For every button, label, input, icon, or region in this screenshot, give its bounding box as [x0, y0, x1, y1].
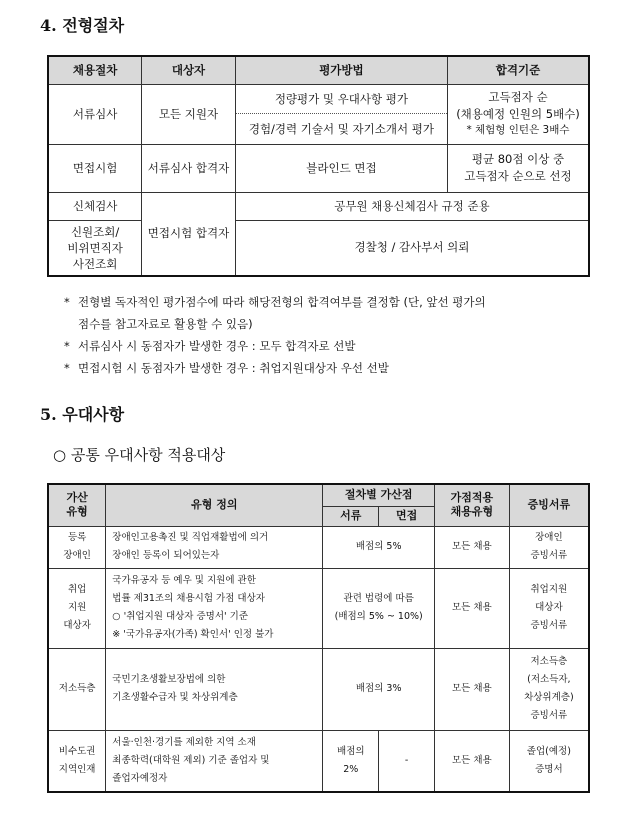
- cell-line: (저소득자,: [527, 673, 571, 685]
- cell-line: 2%: [343, 763, 359, 775]
- note-text: 면접시험 시 동점자가 발생한 경우 : 취업지원대상자 우선 선발: [78, 361, 389, 375]
- note-text: 서류심사 시 동점자가 발생한 경우 : 모두 합격자로 선발: [78, 339, 356, 353]
- col-header-stage: 채용절차: [48, 56, 142, 84]
- cell-line: 취업지원: [530, 583, 568, 595]
- points-cell: 배점의 5%: [323, 526, 435, 568]
- definition-cell: [106, 730, 323, 792]
- cell-line: 증빙서류: [530, 620, 568, 632]
- cell-line: 최종학력(대학원 제외) 기준 졸업자 및: [112, 754, 270, 766]
- type-cell: [48, 568, 106, 648]
- cell-line: 증빙서류: [530, 550, 568, 561]
- note-bullet: *: [64, 339, 70, 353]
- cell-line: 비수도권: [58, 745, 96, 757]
- preference-table: [47, 483, 590, 793]
- header-line: 채용유형: [450, 505, 494, 519]
- stage-doc: 서류심사: [48, 84, 142, 144]
- note-bullet: *: [64, 295, 70, 309]
- target-doc: 모든 지원자: [142, 84, 236, 144]
- cell-line: 증빙서류: [530, 710, 568, 722]
- points-doc-cell: [323, 730, 379, 792]
- criteria-interview: [447, 144, 589, 192]
- table-row: [48, 730, 589, 792]
- cell-line: 졸업자예정자: [112, 772, 168, 784]
- table-row: [48, 648, 589, 730]
- method-physical: 공무원 채용신체검사 규정 준용: [235, 192, 589, 220]
- stage-line: 신원조회/: [70, 224, 120, 239]
- col-header-applied: [435, 484, 510, 526]
- col-header-definition: 유형 정의: [106, 484, 323, 526]
- proof-cell: [509, 730, 589, 792]
- table-header-row: [48, 484, 589, 506]
- col-header-method: 평가방법: [235, 56, 447, 84]
- cell-line: ※ '국가유공자(가족) 확인서' 인정 불가: [112, 629, 274, 641]
- table-row: [48, 144, 589, 192]
- proof-cell: [509, 648, 589, 730]
- cell-line: 지역인재: [58, 763, 96, 775]
- table-row: [48, 192, 589, 220]
- points-interview-cell: -: [379, 730, 435, 792]
- definition-cell: [106, 568, 323, 648]
- applied-cell: 모든 채용: [435, 648, 510, 730]
- criteria-line: 평균 80점 이상 중: [471, 152, 565, 167]
- col-header-points: 절차별 가산점: [323, 484, 435, 506]
- stage-interview: 면접시험: [48, 144, 142, 192]
- table-row: [48, 84, 589, 144]
- criteria-doc-line: 고득점자 순: [488, 89, 548, 104]
- cell-line: 취업: [67, 583, 87, 595]
- type-cell: [48, 730, 106, 792]
- criteria-line: 고득점자 순으로 선정: [464, 169, 572, 183]
- cell-line: 기초생활수급자 및 차상위계층: [112, 692, 238, 703]
- cell-line: 졸업(예정): [526, 745, 571, 757]
- header-line: 가산: [66, 490, 88, 504]
- stage-background: [48, 220, 142, 276]
- criteria-doc: [447, 84, 589, 144]
- cell-line: 장애인: [535, 531, 563, 543]
- selection-process-table: [47, 55, 590, 277]
- method-doc-1: 정량평가 및 우대사항 평가: [236, 85, 447, 114]
- applied-cell: 모든 채용: [435, 526, 510, 568]
- cell-line: ○ '취업지원 대상자 증명서' 기준: [112, 611, 249, 622]
- note-item: [64, 357, 486, 379]
- method-interview: 블라인드 면접: [235, 144, 447, 192]
- cell-line: 대상자: [63, 620, 91, 632]
- cell-line: 대상자: [535, 601, 563, 613]
- points-cell: [323, 568, 435, 648]
- cell-line: 장애인고용촉진 및 직업재활법에 의거: [112, 531, 269, 543]
- cell-line: 법률 제31조의 채용시험 가점 대상자: [112, 592, 265, 604]
- definition-cell: [106, 526, 323, 568]
- cell-line: 차상위계층): [524, 692, 574, 703]
- note-text: 전형별 독자적인 평가점수에 따라 해당전형의 합격여부를 결정함 (단, 앞선 평가의: [78, 295, 486, 309]
- note-item: [64, 335, 486, 357]
- method-doc: [235, 84, 447, 144]
- cell-line: 등록: [67, 531, 87, 543]
- section4-title: 4. 전형절차: [40, 16, 125, 35]
- table-row: [48, 526, 589, 568]
- cell-line: 배점의: [337, 745, 365, 757]
- header-line: 유형: [66, 505, 88, 519]
- cell-line: 증명서: [535, 763, 563, 775]
- col-header-doc: 서류: [323, 506, 379, 526]
- col-header-proof: 증빙서류: [509, 484, 589, 526]
- cell-line: 국가유공자 등 예우 및 지원에 관한: [112, 574, 256, 586]
- col-header-type: [48, 484, 106, 526]
- method-doc-2: 경험/경력 기술서 및 자기소개서 평가: [248, 121, 434, 136]
- header-line: 가점적용: [450, 490, 494, 504]
- table-row: [48, 220, 589, 276]
- note-item: [64, 291, 486, 313]
- proof-cell: [509, 526, 589, 568]
- col-header-criteria: 합격기준: [447, 56, 589, 84]
- stage-physical: 신체검사: [48, 192, 142, 220]
- cell-line: 국민기초생활보장법에 의한: [112, 673, 226, 685]
- table-row: [48, 568, 589, 648]
- proof-cell: [509, 568, 589, 648]
- definition-cell: [106, 648, 323, 730]
- type-cell: 저소득층: [48, 648, 106, 730]
- cell-line: 서울·인천·경기를 제외한 지역 소재: [112, 736, 256, 748]
- type-cell: [48, 526, 106, 568]
- section5-subtitle: ○ 공통 우대사항 적용대상: [53, 446, 226, 464]
- target-interview: 서류심사 합격자: [142, 144, 236, 192]
- target-shared: 면접시험 합격자: [142, 192, 236, 276]
- criteria-doc-line: (채용예정 인원의 5배수): [456, 107, 580, 122]
- note-continuation: 점수를 참고자료로 활용할 수 있음): [78, 317, 253, 331]
- col-header-interview: 면접: [379, 506, 435, 526]
- section5-title: 5. 우대사항: [40, 405, 125, 424]
- method-background: 경찰청 / 감사부서 의뢰: [235, 220, 589, 276]
- cell-line: (배점의 5% ~ 10%): [334, 611, 423, 622]
- stage-line: 비위면직자: [67, 240, 123, 255]
- table-header-row: [48, 56, 589, 84]
- cell-line: 장애인: [63, 550, 91, 561]
- cell-line: 장애인 등록이 되어있는자: [112, 550, 220, 561]
- cell-line: 관련 법령에 따름: [343, 592, 414, 604]
- stage-line: 사전조회: [72, 256, 118, 271]
- criteria-doc-line: * 체험형 인턴은 3배수: [466, 124, 570, 137]
- points-cell: 배점의 3%: [323, 648, 435, 730]
- cell-line: 저소득층: [530, 655, 568, 667]
- notes-list: [64, 291, 486, 379]
- applied-cell: 모든 채용: [435, 730, 510, 792]
- note-bullet: *: [64, 361, 70, 375]
- cell-line: 지원: [67, 601, 87, 613]
- col-header-target: 대상자: [142, 56, 236, 84]
- applied-cell: 모든 채용: [435, 568, 510, 648]
